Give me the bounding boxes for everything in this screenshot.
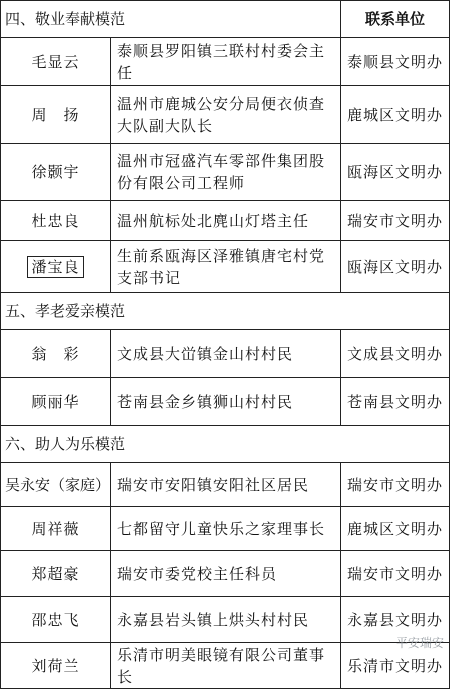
contact-unit-header: 联系单位	[341, 1, 450, 38]
contact-unit: 瓯海区文明办	[341, 144, 450, 201]
honoree-description: 瑞安市委党校主任科员	[111, 551, 341, 597]
table-row	[1, 201, 450, 241]
contact-unit: 文成县文明办	[341, 330, 450, 378]
honoree-description: 温州市鹿城公安分局便衣侦查大队副大队长	[111, 86, 341, 144]
contact-unit: 瑞安市文明办	[341, 551, 450, 597]
honoree-name: 翁 彩	[1, 330, 111, 378]
contact-unit: 瑞安市文明办	[341, 463, 450, 507]
section-heading: 五、孝老爱亲模范	[1, 293, 450, 330]
table-row	[1, 643, 450, 689]
honoree-name: 顾丽华	[1, 378, 111, 426]
table-row	[1, 330, 450, 378]
honoree-description: 温州市冠盛汽车零部件集团股份有限公司工程师	[111, 144, 341, 201]
table-row	[1, 551, 450, 597]
contact-unit: 瓯海区文明办	[341, 241, 450, 293]
honoree-description: 乐清市明美眼镜有限公司董事长	[111, 643, 341, 689]
honoree-name: 徐颢宇	[1, 144, 111, 201]
section-header-row	[1, 1, 450, 38]
contact-unit: 瑞安市文明办	[341, 201, 450, 241]
table-row	[1, 38, 450, 86]
section-header-row	[1, 293, 450, 330]
honoree-name-cell	[1, 241, 111, 293]
honoree-description: 苍南县金乡镇狮山村村民	[111, 378, 341, 426]
contact-unit: 鹿城区文明办	[341, 86, 450, 144]
honoree-description: 温州航标处北麂山灯塔主任	[111, 201, 341, 241]
contact-unit: 永嘉县文明办	[341, 597, 450, 643]
honoree-description: 泰顺县罗阳镇三联村村委会主任	[111, 38, 341, 86]
section-heading: 四、敬业奉献模范	[1, 1, 341, 38]
honoree-name: 杜忠良	[1, 201, 111, 241]
section-heading: 六、助人为乐模范	[1, 426, 450, 463]
honoree-description: 生前系瓯海区泽雅镇唐宅村党支部书记	[111, 241, 341, 293]
table-row	[1, 144, 450, 201]
honoree-name: 周祥薇	[1, 507, 111, 551]
section-header-row	[1, 426, 450, 463]
table-row	[1, 86, 450, 144]
honoree-name: 毛显云	[1, 38, 111, 86]
honoree-name: 吴永安（家庭）	[1, 463, 111, 507]
contact-unit: 泰顺县文明办	[341, 38, 450, 86]
table-row	[1, 507, 450, 551]
table-row	[1, 241, 450, 293]
contact-unit: 乐清市文明办	[341, 643, 450, 689]
watermark: 平安瑞安	[395, 636, 444, 650]
honoree-name: 邵忠飞	[1, 597, 111, 643]
honoree-name: 周 扬	[1, 86, 111, 144]
contact-unit: 鹿城区文明办	[341, 507, 450, 551]
honoree-name: 刘荷兰	[1, 643, 111, 689]
honoree-description: 瑞安市安阳镇安阳社区居民	[111, 463, 341, 507]
table-row	[1, 463, 450, 507]
honoree-description: 七都留守儿童快乐之家理事长	[111, 507, 341, 551]
honoree-description: 文成县大峃镇金山村村民	[111, 330, 341, 378]
honoree-name: 郑超豪	[1, 551, 111, 597]
table-row	[1, 378, 450, 426]
contact-unit: 苍南县文明办	[341, 378, 450, 426]
honoree-name: 潘宝良	[27, 256, 83, 278]
table-row	[1, 597, 450, 643]
honoree-description: 永嘉县岩头镇上烘头村村民	[111, 597, 341, 643]
